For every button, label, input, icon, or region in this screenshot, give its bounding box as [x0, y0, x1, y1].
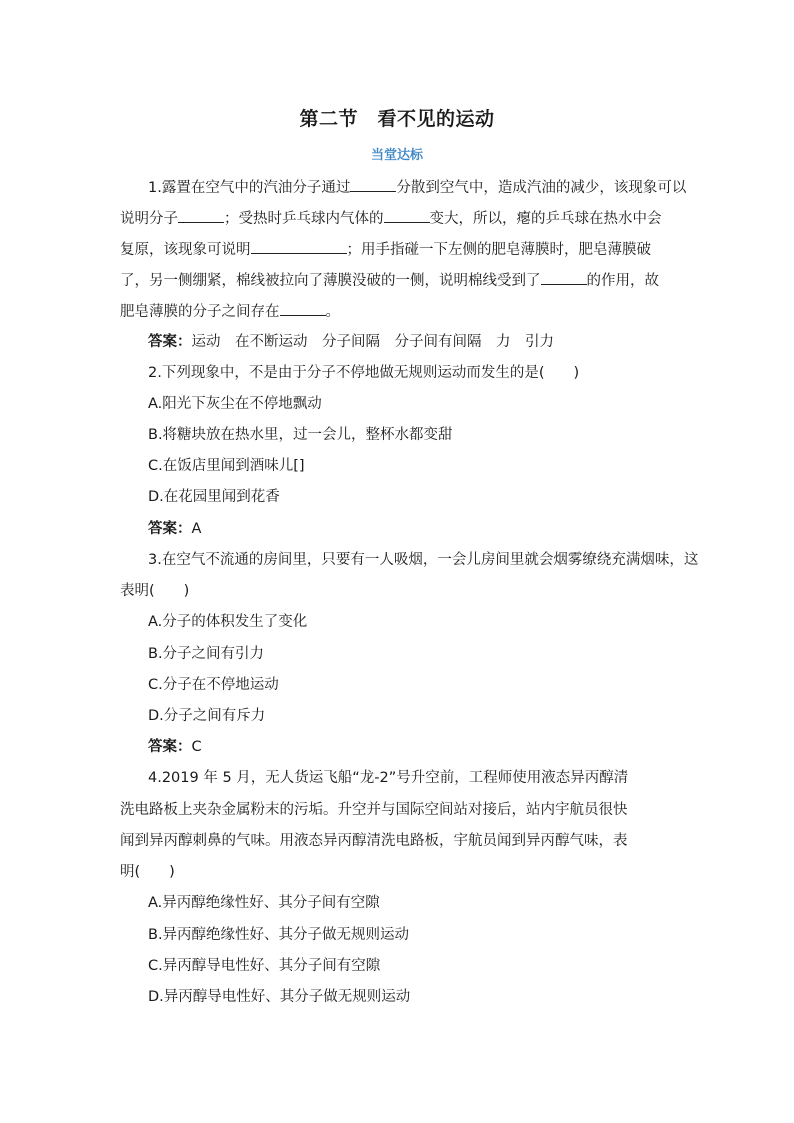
answer-label: 答案： — [148, 521, 192, 537]
fill-blank — [541, 270, 587, 285]
q1-text: 。 — [325, 304, 340, 320]
answer-label: 答案： — [148, 739, 192, 755]
q1-text: ；受热时乒乓球内气体的 — [224, 211, 384, 227]
q2-option-c: C.在饭店里闻到酒味儿[] — [148, 458, 305, 474]
q1-line-1 — [148, 177, 686, 198]
q4-stem-2: 洗电路板上夹杂金属粉末的污垢。升空并与国际空间站对接后，站内宇航员很快 — [120, 802, 628, 818]
q4-stem-1: 4.2019 年 5 月，无人货运飞船“龙-2”号升空前，工程师使用液态异丙醇清 — [148, 770, 629, 786]
q3-stem-2: 表明( ) — [120, 583, 190, 599]
q4-option-c: C.异丙醇导电性好、其分子间有空隙 — [148, 958, 381, 974]
q1-answer — [148, 332, 554, 352]
q1-text: 了，另一侧绷紧，棉线被拉向了薄膜没破的一侧，说明棉线受到了 — [120, 273, 541, 289]
q2-answer — [148, 519, 201, 539]
q3-option-b: B.分子之间有引力 — [148, 646, 265, 662]
fill-blank — [350, 177, 396, 192]
q3-answer — [148, 737, 202, 757]
answer-text: A — [191, 521, 202, 537]
fill-blank — [280, 301, 326, 316]
answer-label: 答案： — [148, 334, 192, 350]
section-subtitle: 当堂达标 — [370, 148, 423, 163]
q2-option-b: B.将糖块放在热水里，过一会儿，整杯水都变甜 — [148, 427, 453, 443]
q3-option-c: C.分子在不停地运动 — [148, 677, 279, 693]
fill-blank — [251, 239, 347, 254]
page-title: 第二节 看不见的运动 — [299, 108, 495, 130]
q2-option-a: A.阳光下灰尘在不停地飘动 — [148, 396, 322, 412]
q3-stem-1: 3.在空气不流通的房间里，只要有一人吸烟，一会儿房间里就会烟雾缭绕充满烟味，这 — [148, 552, 699, 568]
q4-stem-3: 闻到异丙醇刺鼻的气味。用液态异丙醇清洗电路板，宇航员闻到异丙醇气味，表 — [120, 833, 628, 849]
q2-option-d: D.在花园里闻到花香 — [148, 489, 280, 505]
q1-text: 变大，所以，瘪的乒乓球在热水中会 — [429, 211, 662, 227]
q4-stem-4: 明( ) — [120, 864, 175, 880]
q1-line-4 — [120, 270, 659, 291]
q4-option-d: D.异丙醇导电性好、其分子做无规则运动 — [148, 989, 411, 1005]
q1-text: 分散到空气中，造成汽油的减少，该现象可以 — [396, 180, 687, 196]
q1-text: 肥皂薄膜的分子之间存在 — [120, 304, 280, 320]
answer-text: C — [191, 739, 202, 755]
fill-blank — [384, 208, 430, 223]
q4-option-a: A.异丙醇绝缘性好、其分子间有空隙 — [148, 895, 380, 911]
fill-blank — [178, 208, 224, 223]
q1-line-3 — [120, 239, 651, 260]
q1-line-2 — [120, 208, 662, 229]
q3-option-d: D.分子之间有斥力 — [148, 708, 266, 724]
q1-text: ；用手指碰一下左侧的肥皂薄膜时，肥皂薄膜破 — [346, 242, 651, 258]
q1-text: 说明分子 — [120, 211, 178, 227]
q1-text: 的作用，故 — [586, 273, 659, 289]
q1-text: 复原，该现象可说明 — [120, 242, 251, 258]
q3-option-a: A.分子的体积发生了变化 — [148, 614, 308, 630]
answer-text: 运动 在不断运动 分子间隔 分子间有间隔 力 引力 — [191, 334, 554, 350]
q1-line-5 — [120, 301, 340, 322]
q1-text: 1.露置在空气中的汽油分子通过 — [148, 180, 351, 196]
q4-option-b: B.异丙醇绝缘性好、其分子做无规则运动 — [148, 927, 410, 943]
q2-stem: 2.下列现象中，不是由于分子不停地做无规则运动而发生的是( ) — [148, 365, 580, 381]
